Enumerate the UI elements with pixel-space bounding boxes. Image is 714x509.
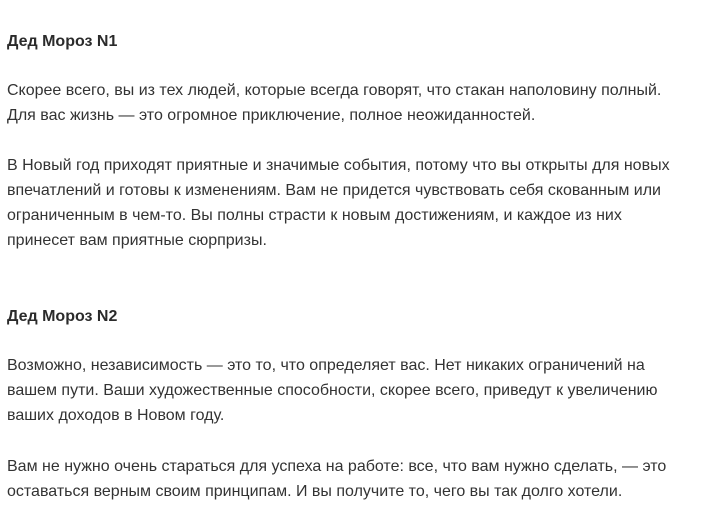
- section-title-1: Дед Мороз N1: [7, 33, 118, 50]
- section-2-paragraph-2: [7, 454, 666, 504]
- text-line: Для вас жизнь — это огромное приключение, полное неожиданностей.: [7, 107, 536, 124]
- text-line: оставаться верным своим принципам. И вы получите то, чего вы так долго хотели.: [7, 483, 623, 500]
- text-line: В Новый год приходят приятные и значимые события, потому что вы открыты для новых: [7, 157, 670, 174]
- text-line: вашем пути. Ваши художественные способности, скорее всего, приведут к увеличению: [7, 382, 658, 399]
- section-1-paragraph-2: [7, 153, 670, 253]
- section-2-paragraph-1: [7, 353, 658, 428]
- section-1-paragraph-1: [7, 78, 661, 128]
- text-line: впечатлений и готовы к изменениям. Вам не придется чувствовать себя скованным или: [7, 182, 661, 199]
- text-line: принесет вам приятные сюрпризы.: [7, 232, 267, 249]
- text-line: Скорее всего, вы из тех людей, которые всегда говорят, что стакан наполовину полный.: [7, 82, 662, 99]
- text-line: ваших доходов в Новом году.: [7, 407, 225, 424]
- text-line: Вам не нужно очень стараться для успеха на работе: все, что вам нужно сделать, — это: [7, 458, 667, 475]
- text-line: Возможно, независимость — это то, что определяет вас. Нет никаких ограничений на: [7, 357, 645, 374]
- section-title-2: Дед Мороз N2: [7, 308, 118, 325]
- text-line: ограниченным в чем-то. Вы полны страсти к новым достижениям, и каждое из них: [7, 207, 622, 224]
